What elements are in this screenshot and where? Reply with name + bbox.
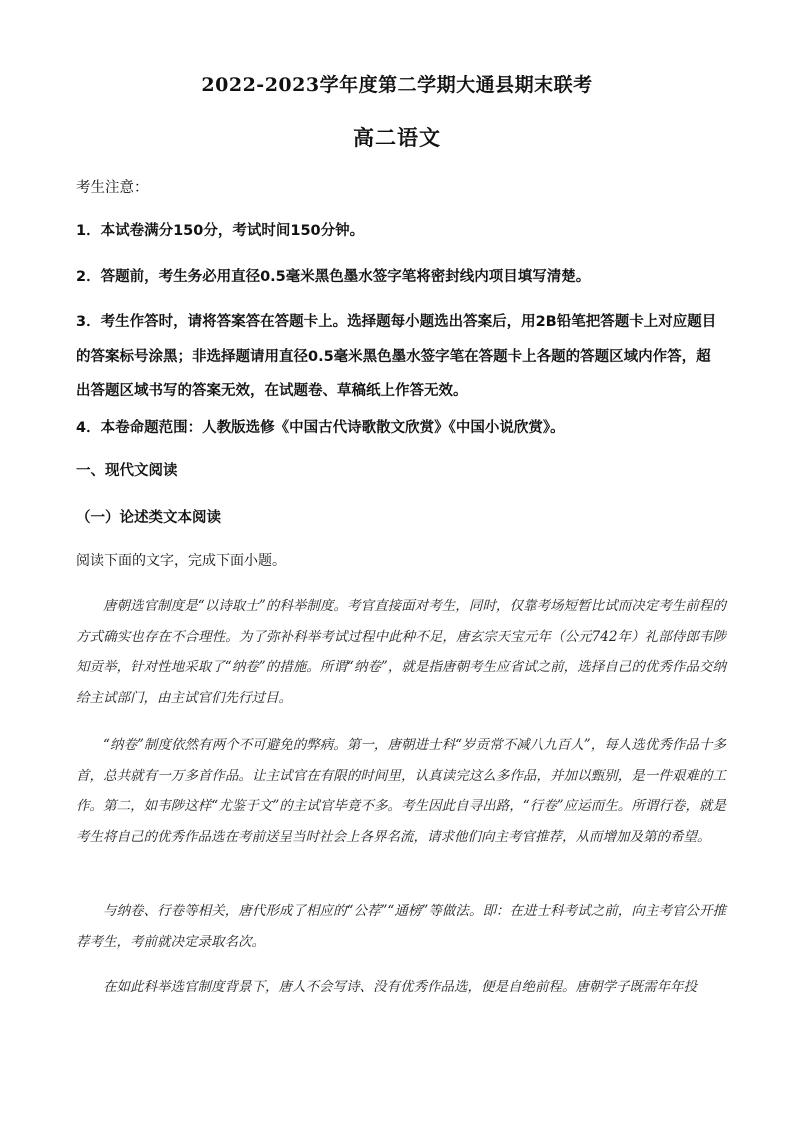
- exam-title: 2022-2023学年度第二学期大通县期末联考: [201, 74, 593, 96]
- reading-instruction: 阅读下面的文字，完成下面小题。: [76, 553, 286, 569]
- section-subheading: （一）论述类文本阅读: [76, 510, 221, 526]
- paragraph-text: 与纳卷、行卷等相关，唐代形成了相应的“公荐”“通榜”等做法。即：在进士科考试之前，向主考官公开推荐考生，考前就决定录取名次。: [76, 903, 726, 950]
- notice-item-4: 4．本卷命题范围：人教版选修《中国古代诗歌散文欣赏》《中国小说欣赏》。: [76, 420, 565, 436]
- passage-paragraph-3: [76, 896, 726, 957]
- subject-title: 高二语文: [353, 125, 441, 150]
- notice-item-2: 2．答题前，考生务必用直径0.5毫米黑色墨水签字笔将密封线内项目填写清楚。: [76, 269, 591, 285]
- notice-heading: 考生注意：: [76, 180, 149, 196]
- paragraph-text: 在如此科举选官制度背景下，唐人不会写诗、没有优秀作品选，便是自绝前程。唐朝学子既需年年投: [103, 979, 697, 995]
- paragraph-text: 唐朝选官制度是“以诗取士”的科举制度。考官直接面对考生，同时，仅靠考场短暂比试而决定考生前程的方式确实也存在不合理性。为了弥补科举考试过程中此种不足，唐玄宗天宝元年（公元742年）礼部侍郎韦陟知贡举，针对性地采取了“纳卷”的措施。所谓“纳卷”，就是指唐朝考生应省试之前，选择自己的优秀作品交纳给主试部门，由主试官们先行过目。: [76, 598, 726, 706]
- passage-paragraph-2: [76, 730, 726, 852]
- notice-item-1: 1．本试卷满分150分，考试时间150分钟。: [76, 223, 365, 239]
- passage-paragraph-1: [76, 591, 726, 713]
- section-heading: 一、现代文阅读: [76, 463, 178, 479]
- notice-item-3: 3．考生作答时，请将答案答在答题卡上。选择题每小题选出答案后，用2B铅笔把答题卡上对应题目的答案标号涂黑；非选择题请用直径0.5毫米黑色墨水签字笔在答题卡上各题的答题区域内作答，超出答题区域书写的答案无效，在试题卷、草稿纸上作答无效。: [76, 314, 717, 399]
- paragraph-text: “纳卷”制度依然有两个不可避免的弊病。第一，唐朝进士科“岁贡常不减八九百人”，每人选优秀作品十多首，总共就有一万多首作品。让主试官在有限的时间里，认真读完这么多作品，并加以甄别，是一件艰难的工作。第二，如韦陟这样“尤鉴于文”的主试官毕竟不多。考生因此自寻出路，“行卷”应运而生。所谓行卷，就是考生将自己的优秀作品选在考前送呈当时社会上各界名流，请求他们向主考官推荐，从而增加及第的希望。: [76, 737, 726, 845]
- passage-paragraph-4: [76, 972, 726, 1003]
